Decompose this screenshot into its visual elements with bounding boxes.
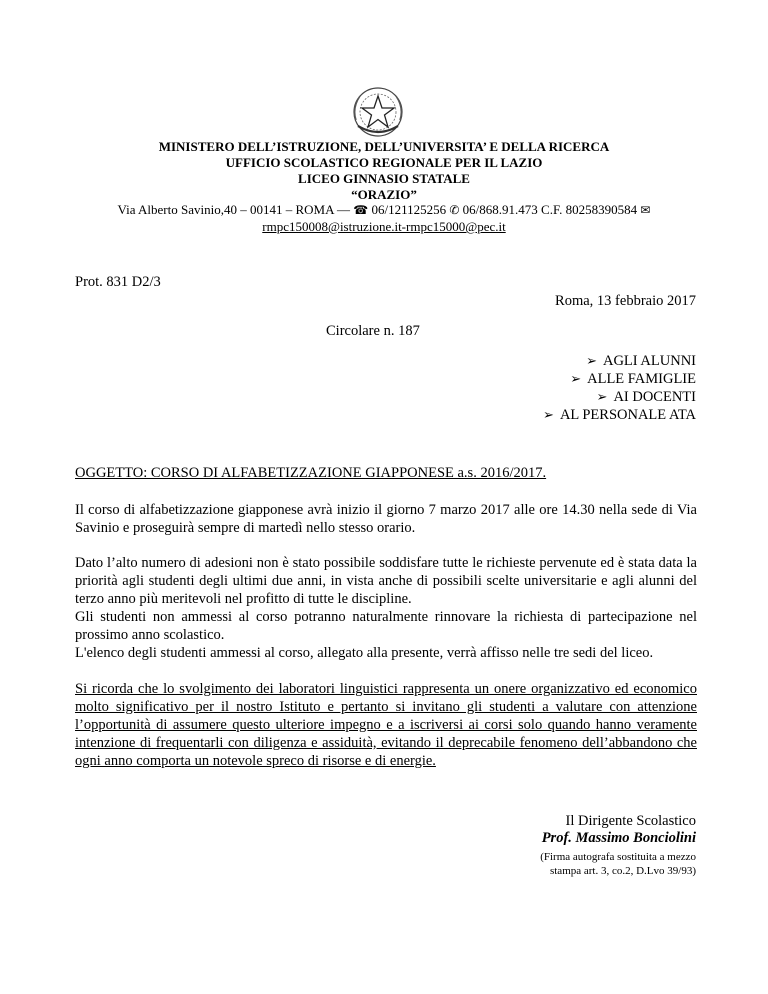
recipients-list	[436, 352, 696, 424]
admissions-text: Dato l’alto numero di adesioni non è stato possibile soddisfare tutte le richieste pervenute ed è stata data la priorità agli studenti degli ultimi due anni, in vista anche di possibili scelte universitarie e agli alunni del terzo anno più meritevoli nel profitto di tutte le discipline.	[75, 555, 697, 607]
paragraph-admissions	[75, 554, 697, 662]
phone-number: 06/121125256	[371, 202, 447, 217]
signature-name: Prof. Massimo Bonciolini	[541, 830, 696, 846]
arrow-bullet-icon: ➢	[570, 371, 582, 386]
subject-line: OGGETTO: CORSO DI ALFABETIZZAZIONE GIAPPONESE a.s. 2016/2017.	[75, 465, 547, 481]
signature-role: Il Dirigente Scolastico	[565, 813, 696, 829]
arrow-bullet-icon: ➢	[596, 389, 608, 404]
office-heading: UFFICIO SCOLASTICO REGIONALE PER IL LAZIO	[225, 155, 543, 170]
list-posting-text: L'elenco degli studenti ammessi al corso, allegato alla presente, verrà affisso nelle tre sedi del liceo.	[75, 645, 654, 661]
signature-note-line1: (Firma autografa sostituita a mezzo	[540, 851, 696, 863]
arrow-bullet-icon: ➢	[586, 353, 597, 368]
list-item: ➢ AGLI ALUNNI	[586, 353, 696, 369]
school-name-heading: “ORAZIO”	[351, 187, 417, 202]
fax-number: 06/868.91.473	[462, 202, 538, 217]
protocol-number: Prot. 831 D2/3	[75, 274, 161, 290]
list-item: ➢ ALLE FAMIGLIE	[570, 371, 696, 387]
republic-emblem-icon	[346, 82, 410, 144]
list-item: ➢ AL PERSONALE ATA	[543, 407, 696, 423]
school-type-heading: LICEO GINNASIO STATALE	[298, 171, 470, 186]
paragraph-reminder: Si ricorda che lo svolgimento dei laboratori linguistici rappresenta un onere organizzativo ed economico molto significativo per il nostro Istituto e pertanto si invitano gli studenti a valutare con attenzione l’opportunità di assumere questo ulteriore impegno e a iscriversi ai corsi solo quando hanno veramente intenzione di frequentarli con diligenza e assiduità, evitando il deprecabile fenomeno dell’abbandono che ogni anno comporta un notevole spreco di risorse e di energie.	[75, 681, 697, 769]
mail-icon: ✉	[640, 203, 651, 217]
email-links[interactable]: rmpc150008@istruzione.it-rmpc15000@pec.it	[262, 219, 506, 234]
list-item: ➢ AI DOCENTI	[596, 389, 696, 405]
paragraph-schedule: Il corso di alfabetizzazione giapponese avrà inizio il giorno 7 marzo 2017 alle ore 14.30 nella sede di Via Savinio e proseguirà sempre di martedì nello stesso orario.	[75, 502, 697, 536]
fax-icon: ✆	[449, 203, 460, 217]
address-text: Via Alberto Savinio,40 – 00141 – ROMA —	[117, 202, 351, 217]
signature-block	[540, 812, 696, 878]
renewal-text: Gli studenti non ammessi al corso potranno naturalmente rinnovare la richiesta di partecipazione nel prossimo anno scolastico.	[75, 609, 697, 643]
circular-number: Circolare n. 187	[326, 323, 420, 339]
ministry-heading: MINISTERO DELL’ISTRUZIONE, DELL’UNIVERSITA’ E DELLA RICERCA	[158, 139, 610, 154]
arrow-bullet-icon: ➢	[543, 407, 554, 422]
place-date: Roma, 13 febbraio 2017	[555, 293, 696, 309]
phone-icon: ☎	[353, 203, 369, 217]
signature-note-line2: stampa art. 3, co.2, D.Lvo 39/93)	[549, 865, 696, 877]
address-line	[0, 202, 768, 218]
fiscal-code: C.F. 80258390584	[541, 202, 638, 217]
